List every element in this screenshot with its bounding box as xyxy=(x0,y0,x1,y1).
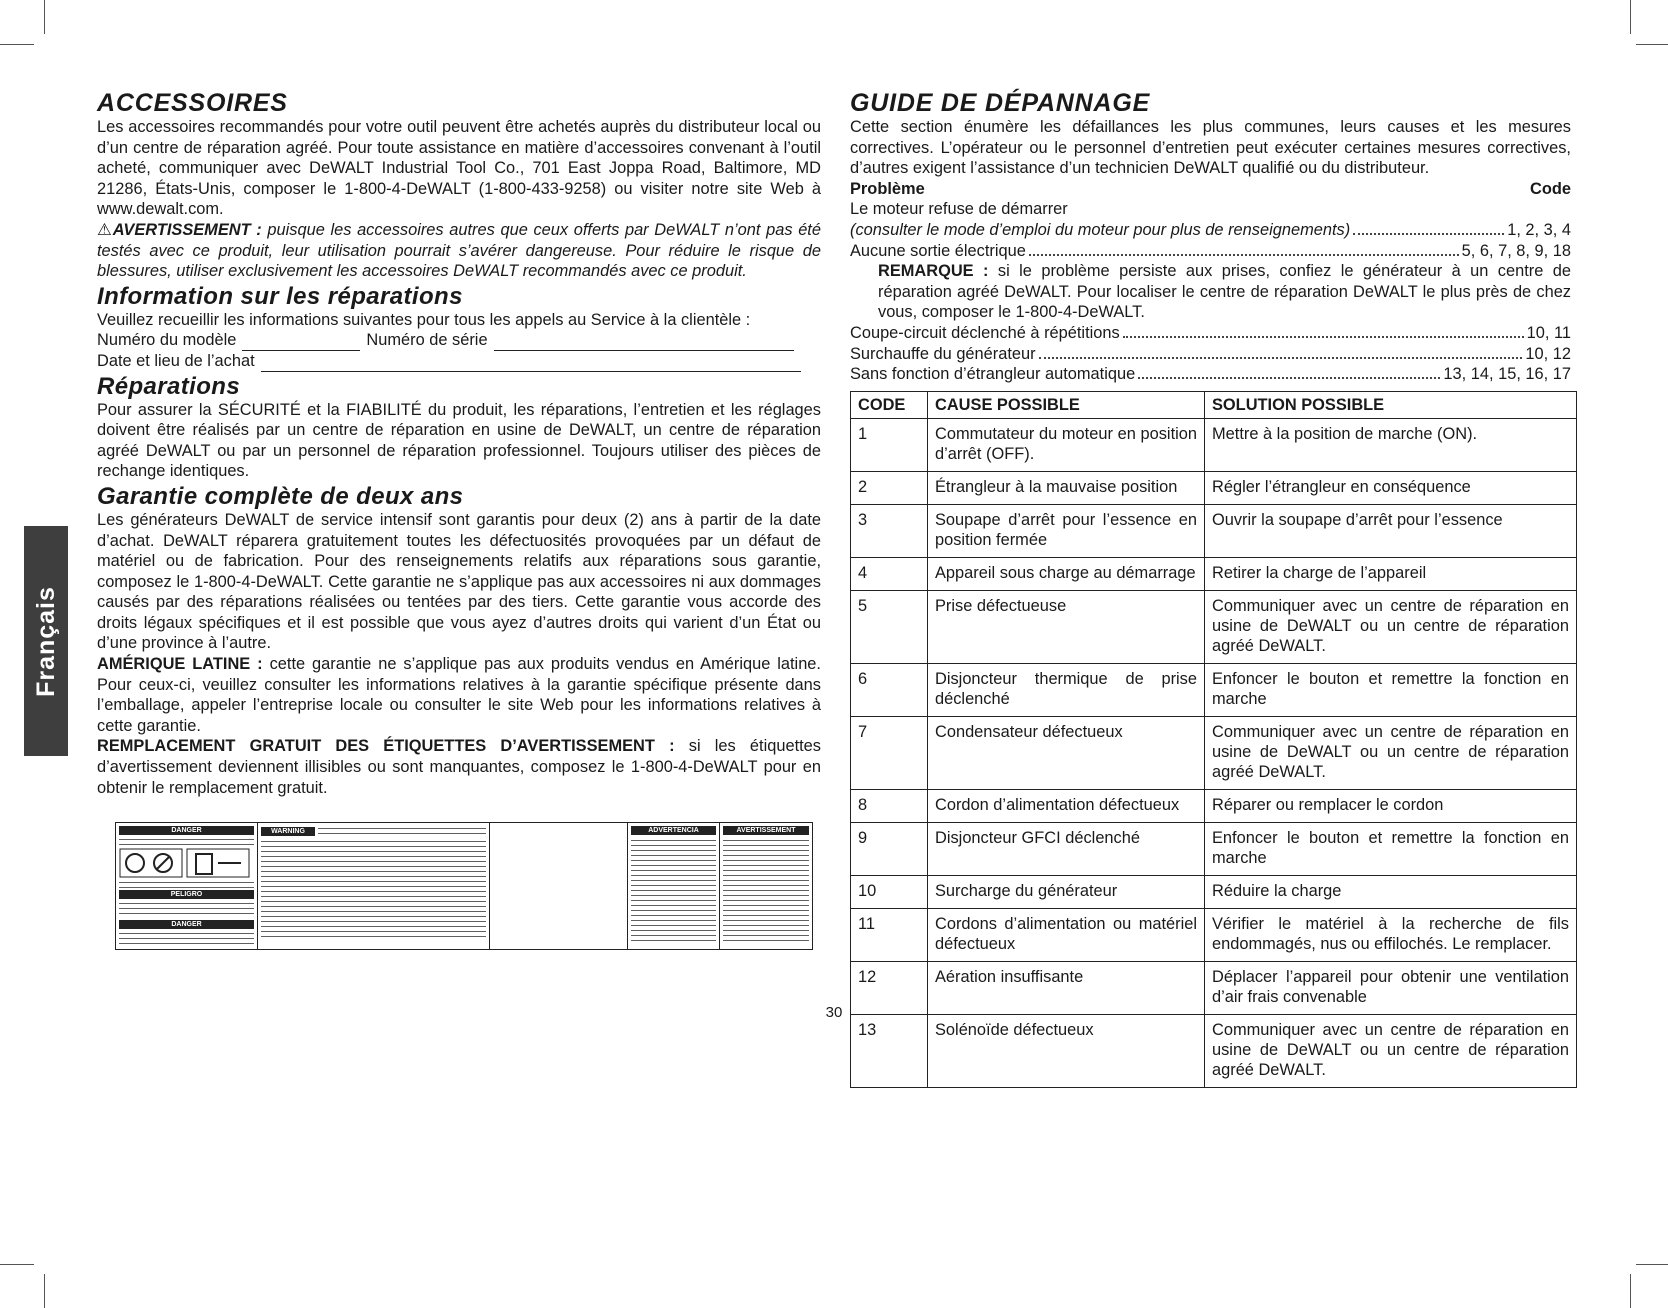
crop-mark-top-left-h xyxy=(0,44,34,45)
reparations-title: Réparations xyxy=(97,372,241,400)
table-row xyxy=(851,1014,1577,1087)
problem-row-2-text: (consulter le mode d’emploi du moteur pour plus de renseignements) xyxy=(850,220,1351,239)
table-row xyxy=(851,471,1577,504)
date-line xyxy=(97,351,821,372)
guide-intro: Cette section énumère les défaillances les plus communes, leurs causes et les mesures correctives. L’opérateur ou le personnel d’entretien peut exécuter certaines mesures correctives, d’autres exigent l’assistance d’un technicien DeWALT qualifié ou du distributeur. xyxy=(850,118,1571,178)
table-row xyxy=(851,418,1577,471)
table-row xyxy=(851,875,1577,908)
table-cell-cause: Disjoncteur thermique de prise déclenché xyxy=(928,663,1205,716)
table-cell-code: 8 xyxy=(851,789,928,822)
table-cell-cause: Surcharge du générateur xyxy=(928,875,1205,908)
table-cell-code: 4 xyxy=(851,557,928,590)
table-row xyxy=(851,663,1577,716)
accessoires-warning-text: puisque les accessoires autres que ceux offerts par DeWALT n’ont pas été testés avec ce produit, leur utilisation pourrait s’avérer dangereuse. Pour réduire le risque de blessures, utiliser exclusivement les accessoires DeWALT recommandés avec ce produit. xyxy=(97,220,821,281)
accessoires-title: ACCESSOIRES xyxy=(97,89,288,117)
serial-blank xyxy=(494,335,794,351)
date-label: Date et lieu de l’achat xyxy=(97,351,255,370)
table-cell-solution: Retirer la charge de l’appareil xyxy=(1205,557,1577,590)
table-cell-code: 12 xyxy=(851,961,928,1014)
advertencia-label-panel xyxy=(628,823,720,949)
table-cell-solution: Régler l’étrangleur en conséquence xyxy=(1205,471,1577,504)
date-blank xyxy=(261,356,801,372)
table-cell-solution: Déplacer l’appareil pour obtenir une ventilation d’air frais convenable xyxy=(1205,961,1577,1014)
table-cell-cause: Aération insuffisante xyxy=(928,961,1205,1014)
outdoor-use-icon xyxy=(186,848,250,878)
model-serial-line xyxy=(97,330,821,351)
remplacement-label: REMPLACEMENT GRATUIT DES ÉTIQUETTES D’AVERTISSEMENT : xyxy=(97,737,675,756)
problem-row-3-codes: 5, 6, 7, 8, 9, 18 xyxy=(1461,241,1571,260)
table-cell-solution: Communiquer avec un centre de réparation en usine de DeWALT ou un centre de réparation agréé DeWALT. xyxy=(1205,1014,1577,1087)
table-cell-code: 13 xyxy=(851,1014,928,1087)
table-cell-code: 9 xyxy=(851,822,928,875)
table-cell-solution: Enfoncer le bouton et remettre la fonction en marche xyxy=(1205,663,1577,716)
language-side-tab xyxy=(24,526,68,756)
table-cell-cause: Étrangleur à la mauvaise position xyxy=(928,471,1205,504)
table-cell-solution: Communiquer avec un centre de réparation en usine de DeWALT ou un centre de réparation agréé DeWALT. xyxy=(1205,716,1577,789)
warning-triangle-icon: ⚠ xyxy=(97,220,113,239)
table-cell-code: 11 xyxy=(851,908,928,961)
peligro-label-header: PELIGRO xyxy=(119,890,254,899)
danger-pictograms xyxy=(119,848,254,878)
warning-labels-image xyxy=(115,822,813,950)
table-row xyxy=(851,504,1577,557)
table-cell-cause: Commutateur du moteur en position d’arrêt (OFF). xyxy=(928,418,1205,471)
danger-label-panel xyxy=(116,823,258,949)
table-cell-solution: Mettre à la position de marche (ON). xyxy=(1205,418,1577,471)
remarque-text: si le problème persiste aux prises, confiez le générateur à un centre de réparation agréé DeWALT. Pour localiser le centre de réparation DeWALT le plus près de chez vous, composer le 1-800-4-DeWALT. xyxy=(878,262,1571,322)
left-column xyxy=(97,90,821,798)
table-header-solution: SOLUTION POSSIBLE xyxy=(1205,391,1577,418)
table-cell-cause: Soupape d’arrêt pour l’essence en position fermée xyxy=(928,504,1205,557)
problem-row-6 xyxy=(850,364,1571,385)
accessoires-warning xyxy=(97,220,821,282)
table-cell-code: 7 xyxy=(851,716,928,789)
crop-mark-top-right-v xyxy=(1630,0,1631,34)
language-side-tab-label: Français xyxy=(31,585,60,697)
table-header-row xyxy=(851,391,1577,418)
problem-row-4 xyxy=(850,323,1571,344)
garantie-body: Les générateurs DeWALT de service intensif sont garantis pour deux (2) ans à partir de la date d’achat. DeWALT réparera gratuitement toutes les défectuosités provoquées par un défaut de matériel ou de fabrication. Pour des renseignements relatifs aux réparations sous garantie, composez le 1-800-4-DeWALT. Cette garantie ne s’applique pas aux accessoires ni aux dommages causés par des réparations réalisées ou tentées par des tiers. Cette garantie vous accorde des droits légaux spécifiques et il est possible que vous ayez d’autres droits qui varient d’un État ou d’une province à l’autre. xyxy=(97,510,821,653)
info-reparations-title: Information sur les réparations xyxy=(97,282,463,310)
table-cell-cause: Disjoncteur GFCI déclenché xyxy=(928,822,1205,875)
danger-label-header-2: DANGER xyxy=(119,920,254,929)
crop-mark-top-left-v xyxy=(44,0,45,34)
problem-row-2-codes: 1, 2, 3, 4 xyxy=(1507,220,1571,239)
crop-mark-bottom-right-v xyxy=(1630,1274,1631,1308)
table-header-cause: CAUSE POSSIBLE xyxy=(928,391,1205,418)
problem-header xyxy=(850,179,1571,200)
problem-row-3-text: Aucune sortie électrique xyxy=(850,241,1026,260)
remplacement-text: si les étiquettes d’avertissement deviennent illisibles ou sont manquantes, composez le 1-800-4-DeWALT pour en obtenir le remplacement gratuit. xyxy=(97,737,821,797)
problem-row-3 xyxy=(850,241,1571,262)
problem-row-6-text: Sans fonction d’étrangleur automatique xyxy=(850,365,1136,384)
problem-col-label: Problème xyxy=(850,179,925,198)
table-row xyxy=(851,908,1577,961)
warning-label-panel xyxy=(258,823,490,949)
problem-row-2 xyxy=(850,220,1571,241)
problem-row-4-codes: 10, 11 xyxy=(1526,323,1571,342)
table-cell-solution: Réduire la charge xyxy=(1205,875,1577,908)
problem-row-4-text: Coupe-circuit déclenché à répétitions xyxy=(850,323,1120,342)
page-number: 30 xyxy=(825,1004,843,1021)
table-cell-cause: Appareil sous charge au démarrage xyxy=(928,557,1205,590)
remplacement-paragraph xyxy=(97,736,821,798)
table-body xyxy=(851,418,1577,1087)
serial-label: Numéro de série xyxy=(366,331,488,350)
problem-row-6-codes: 13, 14, 15, 16, 17 xyxy=(1443,365,1571,384)
reparations-body: Pour assurer la SÉCURITÉ et la FIABILITÉ du produit, les réparations, l’entretien et les réglages doivent être réalisés par un centre de réparation en usine de DeWALT, un centre de réparation agréé DeWALT ou par un personnel de réparation professionnel. Toujours utiliser des pièces de rechange identiques. xyxy=(97,400,821,481)
table-cell-cause: Cordons d’alimentation ou matériel défectueux xyxy=(928,908,1205,961)
table-cell-solution: Réparer ou remplacer le cordon xyxy=(1205,789,1577,822)
accessoires-warning-label: AVERTISSEMENT : xyxy=(112,220,262,239)
table-cell-solution: Enfoncer le bouton et remettre la fonction en marche xyxy=(1205,822,1577,875)
table-cell-cause: Solénoïde défectueux xyxy=(928,1014,1205,1087)
table-cell-code: 5 xyxy=(851,590,928,663)
guide-title: GUIDE DE DÉPANNAGE xyxy=(850,89,1151,117)
remarque-label: REMARQUE : xyxy=(878,262,989,281)
amerique-latine-label: AMÉRIQUE LATINE : xyxy=(97,655,263,674)
crop-mark-bottom-left-h xyxy=(0,1264,34,1265)
warning-label-header: WARNING xyxy=(261,827,315,836)
table-row xyxy=(851,590,1577,663)
problem-row-5-text: Surchauffe du générateur xyxy=(850,344,1036,363)
problem-row-5-codes: 10, 12 xyxy=(1525,344,1571,363)
danger-label-header: DANGER xyxy=(119,826,254,835)
problem-row-1: Le moteur refuse de démarrer xyxy=(850,200,1068,219)
blank-label-panel xyxy=(490,823,628,949)
avertissement-label-header: AVERTISSEMENT xyxy=(723,826,809,835)
table-cell-code: 3 xyxy=(851,504,928,557)
advertencia-label-header: ADVERTENCIA xyxy=(631,826,716,835)
table-cell-cause: Condensateur défectueux xyxy=(928,716,1205,789)
model-label: Numéro du modèle xyxy=(97,331,237,350)
table-header-code: CODE xyxy=(851,391,928,418)
table-cell-cause: Prise défectueuse xyxy=(928,590,1205,663)
table-cell-code: 6 xyxy=(851,663,928,716)
problem-row-5 xyxy=(850,344,1571,365)
info-reparations-intro: Veuillez recueillir les informations suivantes pour tous les appels au Service à la clientèle : xyxy=(97,310,751,329)
table-cell-cause: Cordon d’alimentation défectueux xyxy=(928,789,1205,822)
right-column xyxy=(850,90,1571,1088)
model-blank xyxy=(242,335,360,351)
amerique-latine-text: cette garantie ne s’applique pas aux produits vendus en Amérique latine. Pour ceux-ci, veuillez consulter les informations relatives à la garantie spécifique présente dans l’emballage, appeler l’entreprise locale ou consulter le site Web pour les informations relatives à cette garantie. xyxy=(97,655,821,735)
crop-mark-bottom-right-h xyxy=(1636,1264,1668,1265)
table-cell-code: 1 xyxy=(851,418,928,471)
garantie-title: Garantie complète de deux ans xyxy=(97,482,464,510)
table-cell-code: 2 xyxy=(851,471,928,504)
amerique-latine-paragraph xyxy=(97,654,821,736)
table-cell-solution: Vérifier le matériel à la recherche de fils endommagés, nus ou effilochés. Le remplacer. xyxy=(1205,908,1577,961)
table-cell-solution: Communiquer avec un centre de réparation en usine de DeWALT ou un centre de réparation agréé DeWALT. xyxy=(1205,590,1577,663)
table-cell-code: 10 xyxy=(851,875,928,908)
code-col-label: Code xyxy=(1530,179,1571,198)
table-row xyxy=(851,789,1577,822)
crop-mark-bottom-left-v xyxy=(44,1274,45,1308)
accessoires-body: Les accessoires recommandés pour votre outil peuvent être achetés auprès du distributeur local ou d’un centre de réparation agréé. Pour toute assistance en matière d’accessoires convenant à l’outil acheté, communiquer avec DeWALT Industrial Tool Co., 701 East Joppa Road, Baltimore, MD 21286, États-Unis, composer le 1-800-4-DeWALT (1-800-433-9258) ou visiter notre site Web à www.dewalt.com. xyxy=(97,118,821,219)
table-row xyxy=(851,822,1577,875)
table-row xyxy=(851,716,1577,789)
table-row xyxy=(851,557,1577,590)
generator-house-icon xyxy=(119,848,183,878)
table-cell-solution: Ouvrir la soupape d’arrêt pour l’essence xyxy=(1205,504,1577,557)
avertissement-label-panel xyxy=(720,823,812,949)
crop-mark-top-right-h xyxy=(1636,44,1668,45)
troubleshooting-table xyxy=(850,391,1577,1088)
remarque-paragraph xyxy=(850,261,1571,323)
